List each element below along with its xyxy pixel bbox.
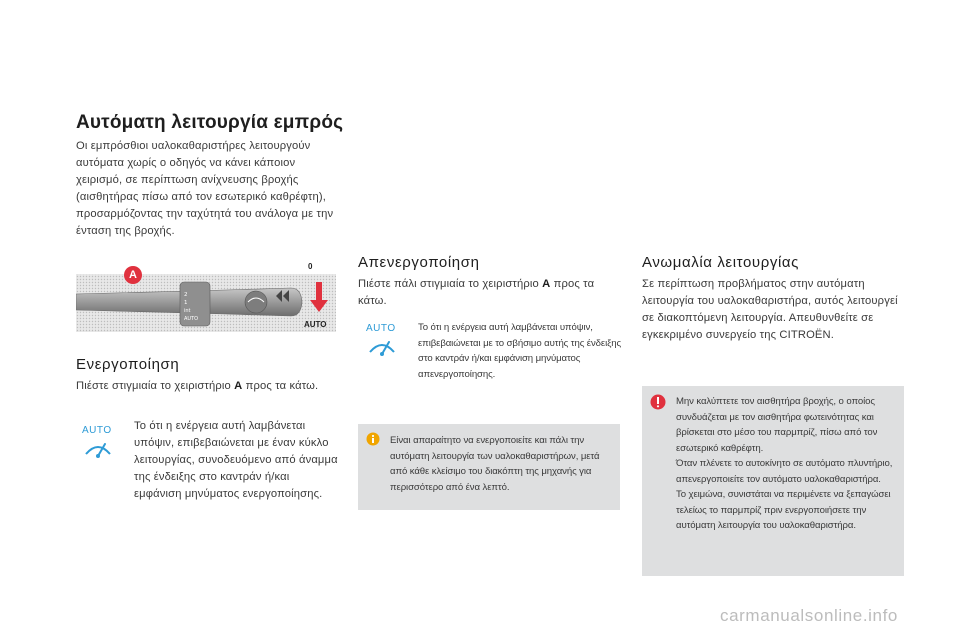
warning-icon <box>650 394 666 415</box>
wiper-stalk-drawing <box>76 260 336 334</box>
warning-line-2: Όταν πλένετε το αυτοκίνητο σε αυτόματο πλυντήριο, απενεργοποιείτε τον αυτόματο υαλοκαθαριστήρα. <box>676 458 893 485</box>
info-box <box>358 424 620 510</box>
activation-text-after: προς τα κάτω. <box>242 380 319 392</box>
warning-line-3: Το χειμώνα, συνιστάται να περιμένετε να ξεπαγώσει τελείως το παρμπρίζ πριν ενεργοποιήσετε την αυτόματη λειτουργία του υαλοκαθαριστήρα. <box>676 489 891 531</box>
callout-a-badge: A <box>124 266 142 284</box>
warning-box <box>642 386 904 576</box>
malfunction-paragraph: Σε περίπτωση προβλήματος στην αυτόματη λειτουργία του υαλοκαθαριστήρα, αυτός λειτουργεί σε διακοπτόμενη λειτουργία. Απευθυνθείτε σε εγκεκριμένο συνεργείο της CITROËN. <box>642 278 898 341</box>
deactivation-text-before: Πιέστε πάλι στιγμιαία το χειριστήριο <box>358 278 543 290</box>
position-zero-label: 0 <box>308 262 313 271</box>
info-text: Είναι απαραίτητο να ενεργοποιείτε και πάλι την αυτόματη λειτουργία των υαλοκαθαριστήρων, μετά από κάθε κλείσιμο του διακόπτη της μηχανής για περισσότερο από ένα λεπτό. <box>390 435 600 493</box>
activation-text-before: Πιέστε στιγμιαία το χειριστήριο <box>76 380 235 392</box>
deactivation-auto-label: AUTO <box>366 323 396 334</box>
malfunction-title: Ανωμαλία λειτουργίας <box>642 254 799 271</box>
wiper-stalk-illustration <box>76 260 336 334</box>
position-auto-label: AUTO <box>304 320 327 329</box>
warning-line-1: Μην καλύπτετε τον αισθητήρα βροχής, ο οποίος συνδυάζεται με τον αισθητήρα φωτεινότητας και βρίσκεται στο μέσο του παρμπρίζ, πίσω από τον εσωτερικό καθρέφτη. <box>676 396 878 454</box>
warning-text <box>676 394 898 534</box>
deactivation-note: Το ότι η ενέργεια αυτή λαμβάνεται υπόψιν, επιβεβαιώνεται με το σβήσιμο αυτής της ένδειξης στο καντράν ή/και εμφάνιση μηνύματος απενεργοποίησης. <box>418 322 622 380</box>
activation-instruction <box>76 378 338 395</box>
intro-paragraph: Οι εμπρόσθιοι υαλοκαθαριστήρες λειτουργούν αυτόματα χωρίς ο οδηγός να κάνει κάποιον χειρισμό, σε περίπτωση ανίχνευσης βροχής (αισθητήρας πίσω από τον εσωτερικό καθρέφτη), προσαρμόζοντας την ταχύτητά του ανάλογα με την ένταση της βροχής. <box>76 140 334 237</box>
activation-key: A <box>234 380 243 392</box>
svg-text:int: int <box>184 308 191 314</box>
svg-text:2: 2 <box>184 292 188 298</box>
info-icon <box>366 432 380 451</box>
deactivation-title: Απενεργοποίηση <box>358 254 480 271</box>
activation-note: Το ότι η ενέργεια αυτή λαμβάνεται υπόψιν, επιβεβαιώνεται με έναν κύκλο λειτουργίας, συνοδευόμενο από άναμμα της ένδειξης στο καντράν ή/και εμφάνιση μηνύματος ενεργοποίησης. <box>134 420 338 500</box>
deactivation-instruction <box>358 276 606 310</box>
svg-text:1: 1 <box>184 300 188 306</box>
page-title: Αυτόματη λειτουργία εμπρός <box>76 112 344 133</box>
svg-text:AUTO: AUTO <box>184 316 199 322</box>
activation-auto-label: AUTO <box>82 425 112 436</box>
wiper-auto-icon <box>84 438 112 465</box>
wiper-auto-off-icon <box>368 336 396 363</box>
deactivation-text-after: προς τα κάτω. <box>358 278 595 307</box>
deactivation-key: A <box>542 278 551 290</box>
activation-title: Ενεργοποίηση <box>76 356 180 373</box>
watermark[interactable]: carmanualsonline.info <box>720 606 898 625</box>
